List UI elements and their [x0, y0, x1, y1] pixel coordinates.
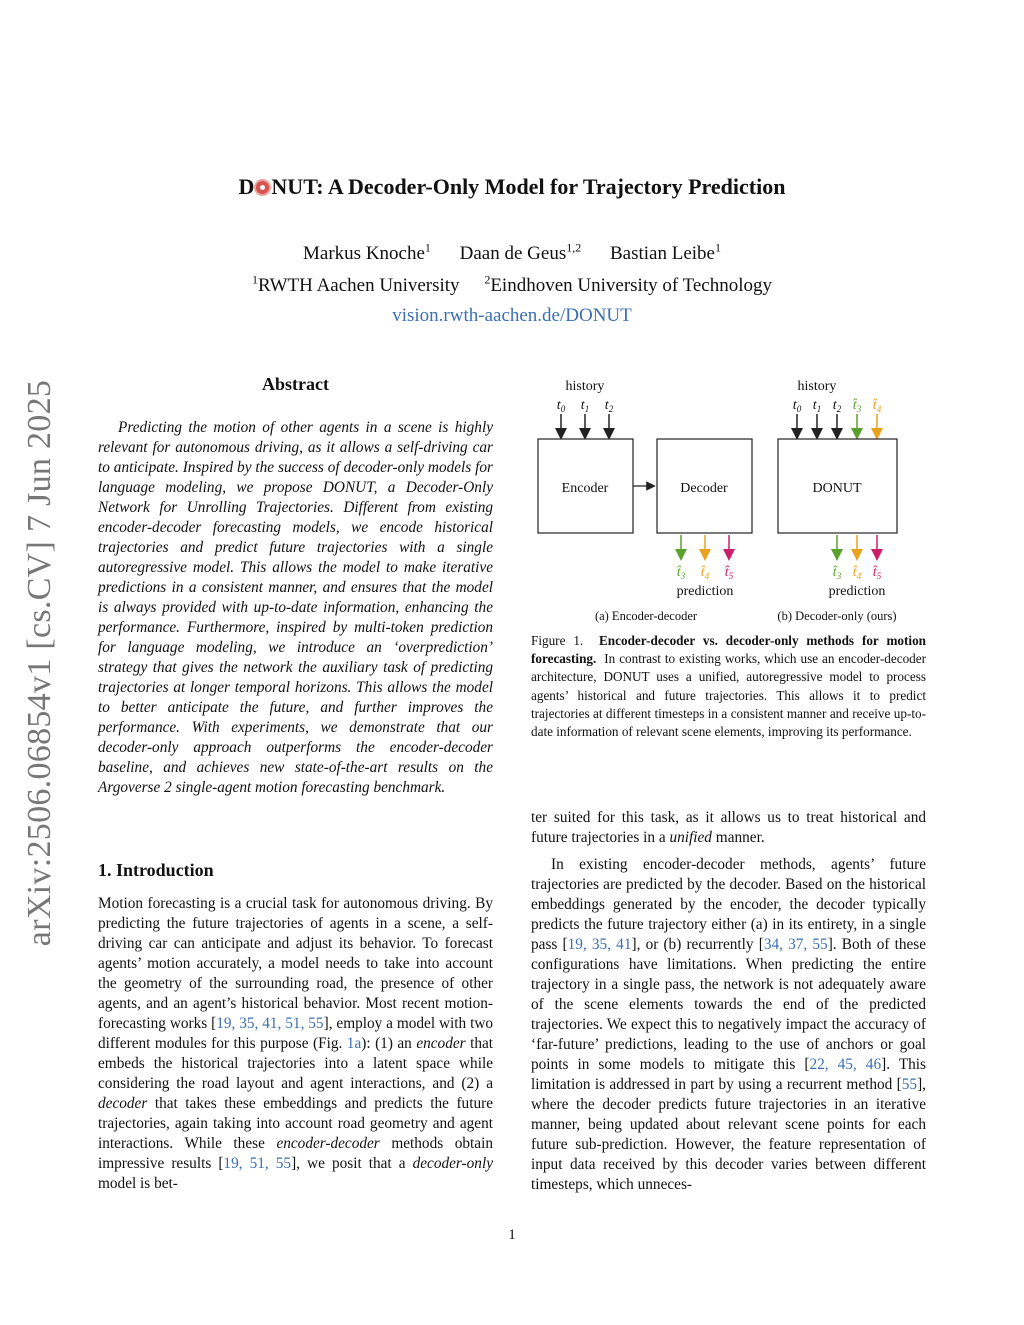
- citation-link[interactable]: 19, 35, 41, 51, 55: [216, 1015, 324, 1032]
- t4-hat-label: $t̂_4$: [852, 565, 862, 581]
- t4-hat-label: $t̂_4$: [700, 565, 710, 581]
- project-link[interactable]: vision.rwth-aachen.de/DONUT: [392, 305, 632, 326]
- encoder-label: Encoder: [561, 481, 609, 496]
- t5-hat-label: $t̂_5$: [724, 565, 734, 581]
- author: Daan de Geus$^{1,2}$: [459, 241, 582, 265]
- author: Markus Knoche$^1$: [303, 241, 431, 265]
- t3-hat-label: $t̂_3$: [832, 565, 842, 581]
- citation-link[interactable]: 55: [901, 1076, 918, 1093]
- t4-hat-label: $t̂_4$: [872, 398, 882, 414]
- decoder-label: Decoder: [680, 481, 728, 496]
- arxiv-stamp: arXiv:2506.06854v1 [cs.CV] 7 Jun 2025: [21, 379, 58, 946]
- paragraph: ter suited for this task, as it allows us to treat historical and future trajectories in a unified manner.: [531, 809, 926, 846]
- figure-caption: Figure 1. Encoder-decoder vs. decoder-only methods for motion forecasting. In contrast to existing works, which use an encoder-decoder architecture, DONUT uses a unified, autoregressive model to process agents’ historical and future trajectories. This allows it to predict trajectories at different timesteps in a consistent manner and receive up-to-date information of relevant scene elements, improving its performance.: [531, 633, 927, 740]
- prediction-label-b: prediction: [828, 584, 886, 599]
- subcaption-a: (a) Encoder-decoder: [594, 609, 698, 623]
- citation-link[interactable]: 19, 51, 55: [223, 1155, 292, 1172]
- section-heading-introduction: 1. Introduction: [98, 860, 214, 880]
- figure-ref-link[interactable]: 1a: [346, 1035, 362, 1052]
- subcaption-b: (b) Decoder-only (ours): [777, 609, 897, 623]
- paper-title: D NUT: A Decoder-Only Model for Trajectory Prediction: [238, 174, 786, 199]
- abstract-text: Predicting the motion of other agents in a scene is highly relevant for autonomous driving, as it allows a self-driving car to anticipate. Inspired by the success of decoder-only models for language modeling, we propose DONUT, a Decoder-Only Network for Unrolling Trajectories. Different from existing encoder-decoder forecasting models, we encode historical trajectories and predict future trajectories with a single autoregressive model. This allows the model to make iterative predictions in a consistent manner, and ensures that the model is always provided with up-to-date information, enhancing the performance. Furthermore, inspired by multi-token prediction for language modeling, we introduce an ‘overprediction’ strategy that gives the network the auxiliary task of predicting trajectories at longer temporal horizons. This allows the model to better anticipate the future, and further improves the performance. With experiments, we demonstrate that our decoder-only approach outperforms the encoder-decoder baseline, and achieves new state-of-the-art results on the Argoverse 2 single-agent motion forecasting benchmark.: [98, 419, 493, 796]
- intro-paragraph: Motion forecasting is a crucial task for autonomous driving. By predicting the future trajectories of agents in a scene, a self-driving car can anticipate and adjust its behavior. To forecast agents’ motion accurately, a model needs to take into account the geometry of the surrounding road, the presence of other agents, and an agent’s historical behavior. Most recent motion-forecasting works [19, 35, 41, 51, 55], employ a model with two different modules for this purpose (Fig. 1a): (1) an encoder that embeds the historical trajectories into a latent space while considering the road layout and agent interactions, and (2) a decoder that takes these embeddings and predicts the future trajectories, again taking into account road geometry and agent interactions. While these encoder-decoder methods obtain impressive results [19, 51, 55], we posit that a decoder-only model is bet-: [98, 895, 494, 1192]
- affiliation: $^1$RWTH Aachen University: [251, 273, 460, 297]
- affiliation: $^2$Eindhoven University of Technology: [484, 273, 773, 297]
- right-column-text: [531, 808, 926, 1202]
- t2-label: $t_2$: [832, 398, 842, 414]
- donut-label: DONUT: [812, 481, 862, 496]
- figure-1-diagram: [531, 372, 931, 632]
- abstract-heading: Abstract: [262, 374, 329, 394]
- history-label-b: history: [797, 379, 837, 394]
- paragraph: In existing encoder-decoder methods, agents’ future trajectories are predicted by the decoder. Based on the historical embeddings generated by the encoder, the decoder typically predicts the future trajectory either (a) in its entirety, in a single pass [19, 35, 41], or (b) recurrently [34, 37, 55]. Both of these configurations have limitations. When predicting the entire trajectory in a single pass, the network is not adequately aware of the scene elements towards the end of the predicted trajectories. We expect this to negatively impact the accuracy of ‘far-future’ predictions, leading to the use of anchors or goal points in some models to mitigate this [22, 45, 46]. This limitation is addressed in part by using a recurrent method [55], where the decoder predicts future trajectories in an iterative manner, being updated about relevant scene points for each future sub-prediction. However, the feature representation of input data received by this decoder varies between different timesteps, which unneces-: [531, 856, 927, 1193]
- author: Bastian Leibe$^1$: [609, 241, 721, 265]
- t2-label: $t_2$: [604, 398, 614, 414]
- t5-hat-label: $t̂_5$: [872, 565, 882, 581]
- donut-icon: [254, 179, 271, 196]
- affiliations: [0, 273, 1024, 297]
- author-list: [0, 241, 1024, 265]
- t3-hat-label: $t̂_3$: [676, 565, 686, 581]
- citation-link[interactable]: 22, 45, 46: [809, 1056, 882, 1073]
- citation-link[interactable]: 19, 35, 41: [567, 936, 632, 953]
- t1-label: $t_1$: [580, 398, 590, 414]
- t0-label: $t_0$: [556, 398, 566, 414]
- t1-label: $t_1$: [812, 398, 822, 414]
- history-label-a: history: [565, 379, 605, 394]
- prediction-label-a: prediction: [676, 584, 734, 599]
- t3-hat-label: $t̂_3$: [852, 398, 862, 414]
- page-number: 1: [508, 1227, 516, 1243]
- t0-label: $t_0$: [792, 398, 802, 414]
- citation-link[interactable]: 34, 37, 55: [763, 936, 828, 953]
